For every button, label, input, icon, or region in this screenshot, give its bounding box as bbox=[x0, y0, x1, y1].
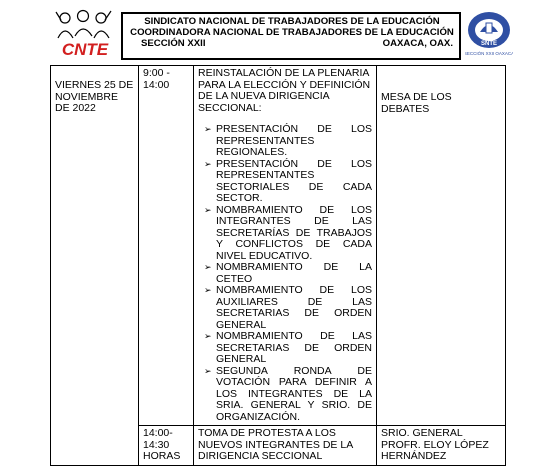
header-title-box bbox=[121, 12, 461, 60]
agenda-date: VIERNES 25 DE NOVIEMBRE DE 2022 bbox=[51, 66, 139, 466]
list-item: ➢ NOMBRAMIENTO DE LA CETEO bbox=[204, 261, 372, 285]
arrow-bullet-icon: ➢ bbox=[204, 204, 212, 215]
activity-title: REINSTALACIÓN DE LA PLENARIA PARA LA ELECCIÓN Y DEFINICIÓN DE LA NUEVA DIRIGENCIA SECCIONAL: bbox=[198, 67, 371, 114]
row-activity: TOMA DE PROTESTA A LOS NUEVOS INTEGRANTES DE LA DIRIGENCIA SECCIONAL bbox=[194, 426, 377, 466]
section-name: SECCIÓN XXII bbox=[141, 38, 206, 49]
list-item: ➢ NOMBRAMIENTO DE LOS INTEGRANTES DE LAS SECRETARÍAS DE TRABAJOS Y CONFLICTOS DE CADA NIVEL EDUCATIVO. bbox=[204, 203, 372, 262]
responsible-name: PROFR. ELOY LÓPEZ HERNÁNDEZ bbox=[381, 438, 489, 462]
header-line-section bbox=[129, 38, 455, 49]
cnte-logo-text: CNTE bbox=[61, 40, 109, 59]
list-item: ➢ PRESENTACIÓN DE LOS REPRESENTANTES SECTORIALES DE CADA SECTOR. bbox=[204, 157, 372, 204]
cnte-logo bbox=[53, 8, 117, 60]
row-responsible bbox=[377, 426, 506, 466]
responsible-role: SRIO. GENERAL bbox=[381, 427, 463, 439]
agenda-table bbox=[50, 65, 506, 466]
header-line-coordinator: COORDINADORA NACIONAL DE TRABAJADORES DE LA EDUCACIÓN bbox=[130, 27, 454, 38]
activity-items bbox=[198, 124, 372, 423]
arrow-bullet-icon: ➢ bbox=[204, 158, 212, 169]
arrow-bullet-icon: ➢ bbox=[204, 285, 212, 295]
snte-logo-subtext: SECCIÓN XXII OAXACA bbox=[465, 51, 513, 56]
arrow-bullet-icon: ➢ bbox=[204, 262, 212, 272]
arrow-bullet-icon: ➢ bbox=[204, 124, 212, 134]
snte-seal-icon bbox=[465, 10, 513, 62]
cnte-figures-icon bbox=[53, 8, 117, 60]
row-time: 14:00- 14:30 HORAS bbox=[139, 426, 194, 466]
city-name: OAXACA, OAX. bbox=[382, 38, 453, 49]
list-item: ➢ SEGUNDA RONDA DE VOTACIÓN PARA DEFINIR A LOS INTEGRANTES DE LA SRIA. GENERAL Y SRIO. DE ORGANIZACIÓN. bbox=[204, 364, 372, 423]
table-row bbox=[51, 66, 506, 426]
list-item: ➢ PRESENTACIÓN DE LOS REPRESENTANTES REGIONALES. bbox=[204, 123, 372, 158]
document-header bbox=[55, 12, 513, 62]
arrow-bullet-icon: ➢ bbox=[204, 365, 212, 376]
snte-logo bbox=[465, 10, 513, 62]
row-activity bbox=[194, 66, 377, 426]
row-time: 9:00 - 14:00 bbox=[139, 66, 194, 426]
header-line-union: SINDICATO NACIONAL DE TRABAJADORES DE LA EDUCACIÓN bbox=[144, 16, 440, 27]
list-item: ➢ NOMBRAMIENTO DE LAS SECRETARIAS DE ORDEN GENERAL bbox=[204, 330, 372, 365]
row-responsible: MESA DE LOS DEBATES bbox=[377, 66, 506, 426]
snte-logo-text: SNTE bbox=[480, 41, 498, 47]
arrow-bullet-icon: ➢ bbox=[204, 331, 212, 341]
list-item: ➢ NOMBRAMIENTO DE LOS AUXILIARES DE LAS SECRETARIAS DE ORDEN GENERAL bbox=[204, 284, 372, 331]
